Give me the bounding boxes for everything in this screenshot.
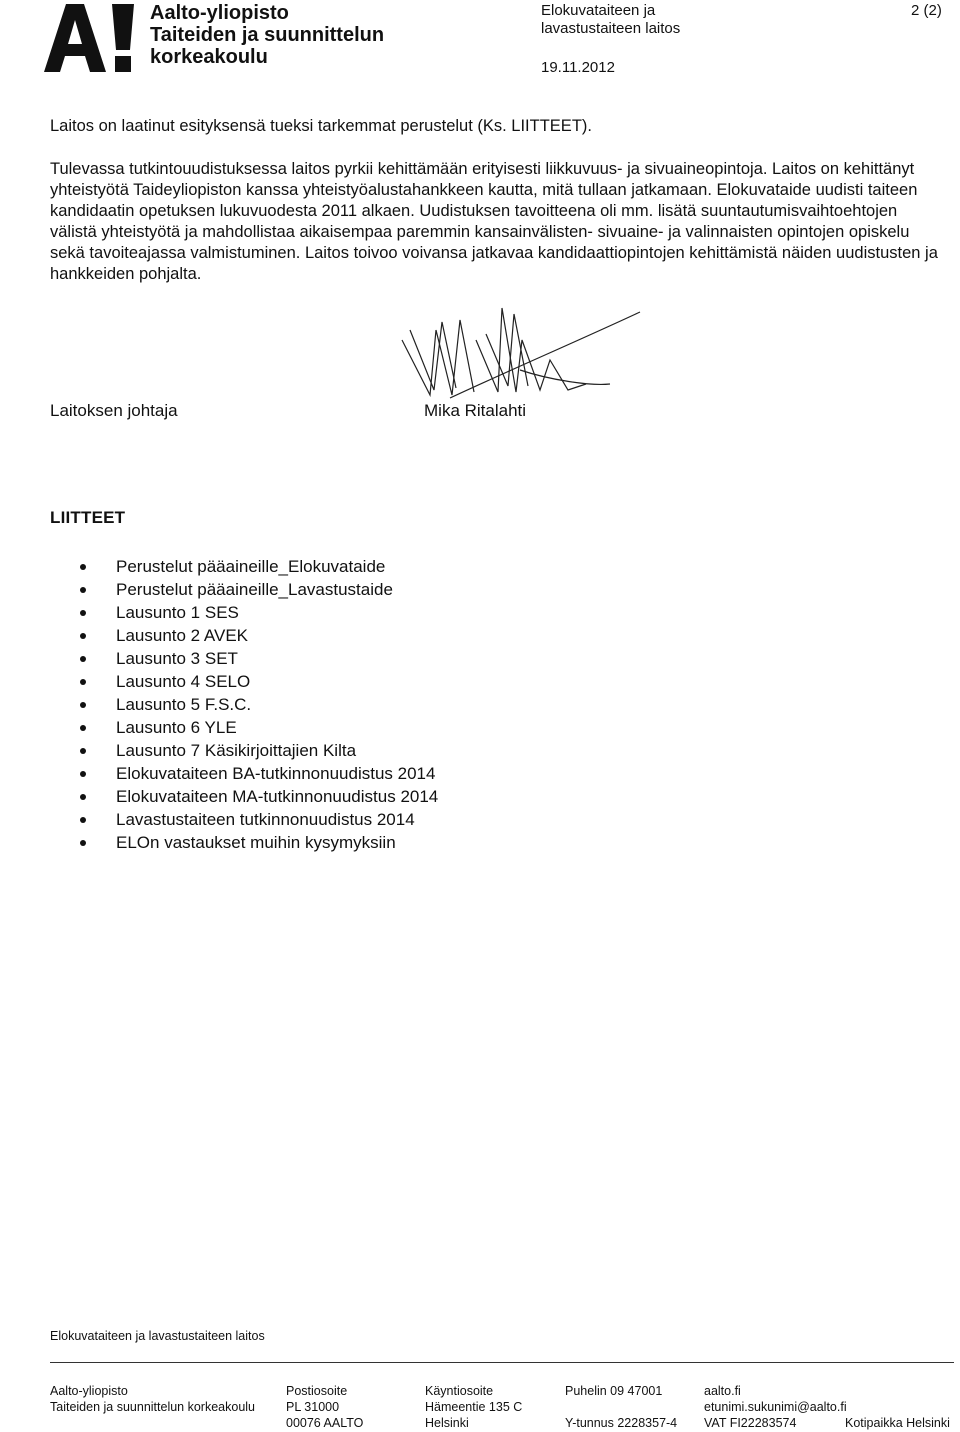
list-item — [80, 601, 438, 624]
org-line: korkeakoulu — [150, 46, 268, 68]
bullet-icon — [80, 656, 86, 662]
footer-col-postal — [286, 1383, 363, 1431]
attachment-label: ELOn vastaukset muihin kysymyksiin — [116, 833, 396, 852]
attachment-label: Lausunto 2 AVEK — [116, 626, 249, 645]
bullet-icon — [80, 725, 86, 731]
footer-text: Aalto-yliopisto — [50, 1384, 128, 1398]
attachment-label: Perustelut pääaineille_Elokuvataide — [116, 557, 386, 576]
footer-text: Postiosoite — [286, 1384, 348, 1398]
list-item — [80, 555, 438, 578]
list-item — [80, 693, 438, 716]
list-item — [80, 670, 438, 693]
signatory-name: Mika Ritalahti — [424, 401, 527, 420]
footer-link[interactable]: aalto.fi — [704, 1384, 741, 1398]
footer-department: Elokuvataiteen ja lavastustaiteen laitos — [50, 1329, 265, 1343]
list-item — [80, 785, 438, 808]
attachment-label: Lavastustaiteen tutkinnonuudistus 2014 — [116, 810, 415, 829]
page-number: 2 (2) — [911, 2, 942, 19]
list-item — [80, 716, 438, 739]
aalto-logo — [42, 2, 138, 74]
attachment-label: Lausunto 5 F.S.C. — [116, 695, 252, 714]
list-item — [80, 762, 438, 785]
footer-col-university — [50, 1383, 255, 1415]
attachment-label: Lausunto 6 YLE — [116, 718, 237, 737]
paragraph-main: Tulevassa tutkintouudistuksessa laitos pyrkii kehittämään erityisesti liikkuvuus- ja sivuaineopintoja. Laitos on kehittänyt yhteistyötä Taideyliopiston kanssa yhteistyöalustahankkeen kautta, mitä tullaan jatkamaan. Elokuvataide uudisti taiteen kandidaatin opetuksen lukuvuodesta 2011 alkaen. Uudistuksen tavoitteena oli mm. lisätä suuntautumisvaihtoehtojen välistä yhteistyötä ja mahdollistaa aikaisempaa paremmin kansainvälisten- sivuaine- ja valinnaisten opintojen opiskelu sekä tavoiteajassa valmistuminen. Laitos toivoo voivansa jatkavaa kandidaattiopintojen kehittämistä näiden uudistusten ja hankkeiden pohjalta. — [50, 160, 938, 283]
attachments-heading: LIITTEET — [50, 508, 126, 527]
bullet-icon — [80, 840, 86, 846]
footer-email[interactable]: etunimi.sukunimi@aalto.fi — [704, 1400, 847, 1414]
list-item — [80, 624, 438, 647]
attachment-label: Perustelut pääaineille_Lavastustaide — [116, 580, 393, 599]
dept-line: Elokuvataiteen ja — [541, 2, 656, 19]
bullet-icon — [80, 564, 86, 570]
organization-name — [150, 2, 384, 68]
department-name — [541, 2, 680, 38]
org-line: Taiteiden ja suunnittelun — [150, 24, 385, 46]
bullet-icon — [80, 794, 86, 800]
bullet-icon — [80, 587, 86, 593]
footer-text: Taiteiden ja suunnittelun korkeakoulu — [50, 1400, 255, 1414]
footer-col-phone — [565, 1383, 677, 1431]
bullet-icon — [80, 679, 86, 685]
handwritten-signature — [390, 300, 650, 410]
list-item — [80, 647, 438, 670]
footer-col-visiting — [425, 1383, 522, 1431]
attachment-label: Lausunto 1 SES — [116, 603, 239, 622]
bullet-icon — [80, 702, 86, 708]
footer-text: 00076 AALTO — [286, 1416, 364, 1430]
footer-text: Y-tunnus 2228357-4 — [565, 1416, 678, 1430]
footer-domicile: Kotipaikka Helsinki — [845, 1416, 950, 1430]
footer-col-web — [704, 1383, 847, 1431]
list-item — [80, 739, 438, 762]
footer-text: PL 31000 — [286, 1400, 340, 1414]
attachment-label: Lausunto 3 SET — [116, 649, 238, 668]
footer-divider — [50, 1362, 954, 1363]
footer-text: Helsinki — [425, 1416, 469, 1430]
document-date: 19.11.2012 — [541, 59, 615, 76]
dept-line: lavastustaiteen laitos — [541, 20, 681, 37]
list-item — [80, 831, 438, 854]
footer-text: Puhelin 09 47001 — [565, 1384, 663, 1398]
org-line: Aalto-yliopisto — [150, 2, 289, 24]
attachment-label: Lausunto 7 Käsikirjoittajien Kilta — [116, 741, 357, 760]
bullet-icon — [80, 748, 86, 754]
footer-text: VAT FI22283574 — [704, 1416, 797, 1430]
bullet-icon — [80, 633, 86, 639]
bullet-icon — [80, 817, 86, 823]
attachments-list — [80, 555, 438, 854]
list-item — [80, 808, 438, 831]
attachment-label: Elokuvataiteen BA-tutkinnonuudistus 2014 — [116, 764, 436, 783]
paragraph-intro: Laitos on laatinut esityksensä tueksi tarkemmat perustelut (Ks. LIITTEET). — [50, 117, 592, 135]
bullet-icon — [80, 610, 86, 616]
footer-text: Käyntiosoite — [425, 1384, 494, 1398]
attachment-label: Lausunto 4 SELO — [116, 672, 251, 691]
attachment-label: Elokuvataiteen MA-tutkinnonuudistus 2014 — [116, 787, 439, 806]
bullet-icon — [80, 771, 86, 777]
signatory-role: Laitoksen johtaja — [50, 401, 178, 420]
footer-text: Hämeentie 135 C — [425, 1400, 523, 1414]
list-item — [80, 578, 438, 601]
footer-text — [565, 1399, 677, 1415]
